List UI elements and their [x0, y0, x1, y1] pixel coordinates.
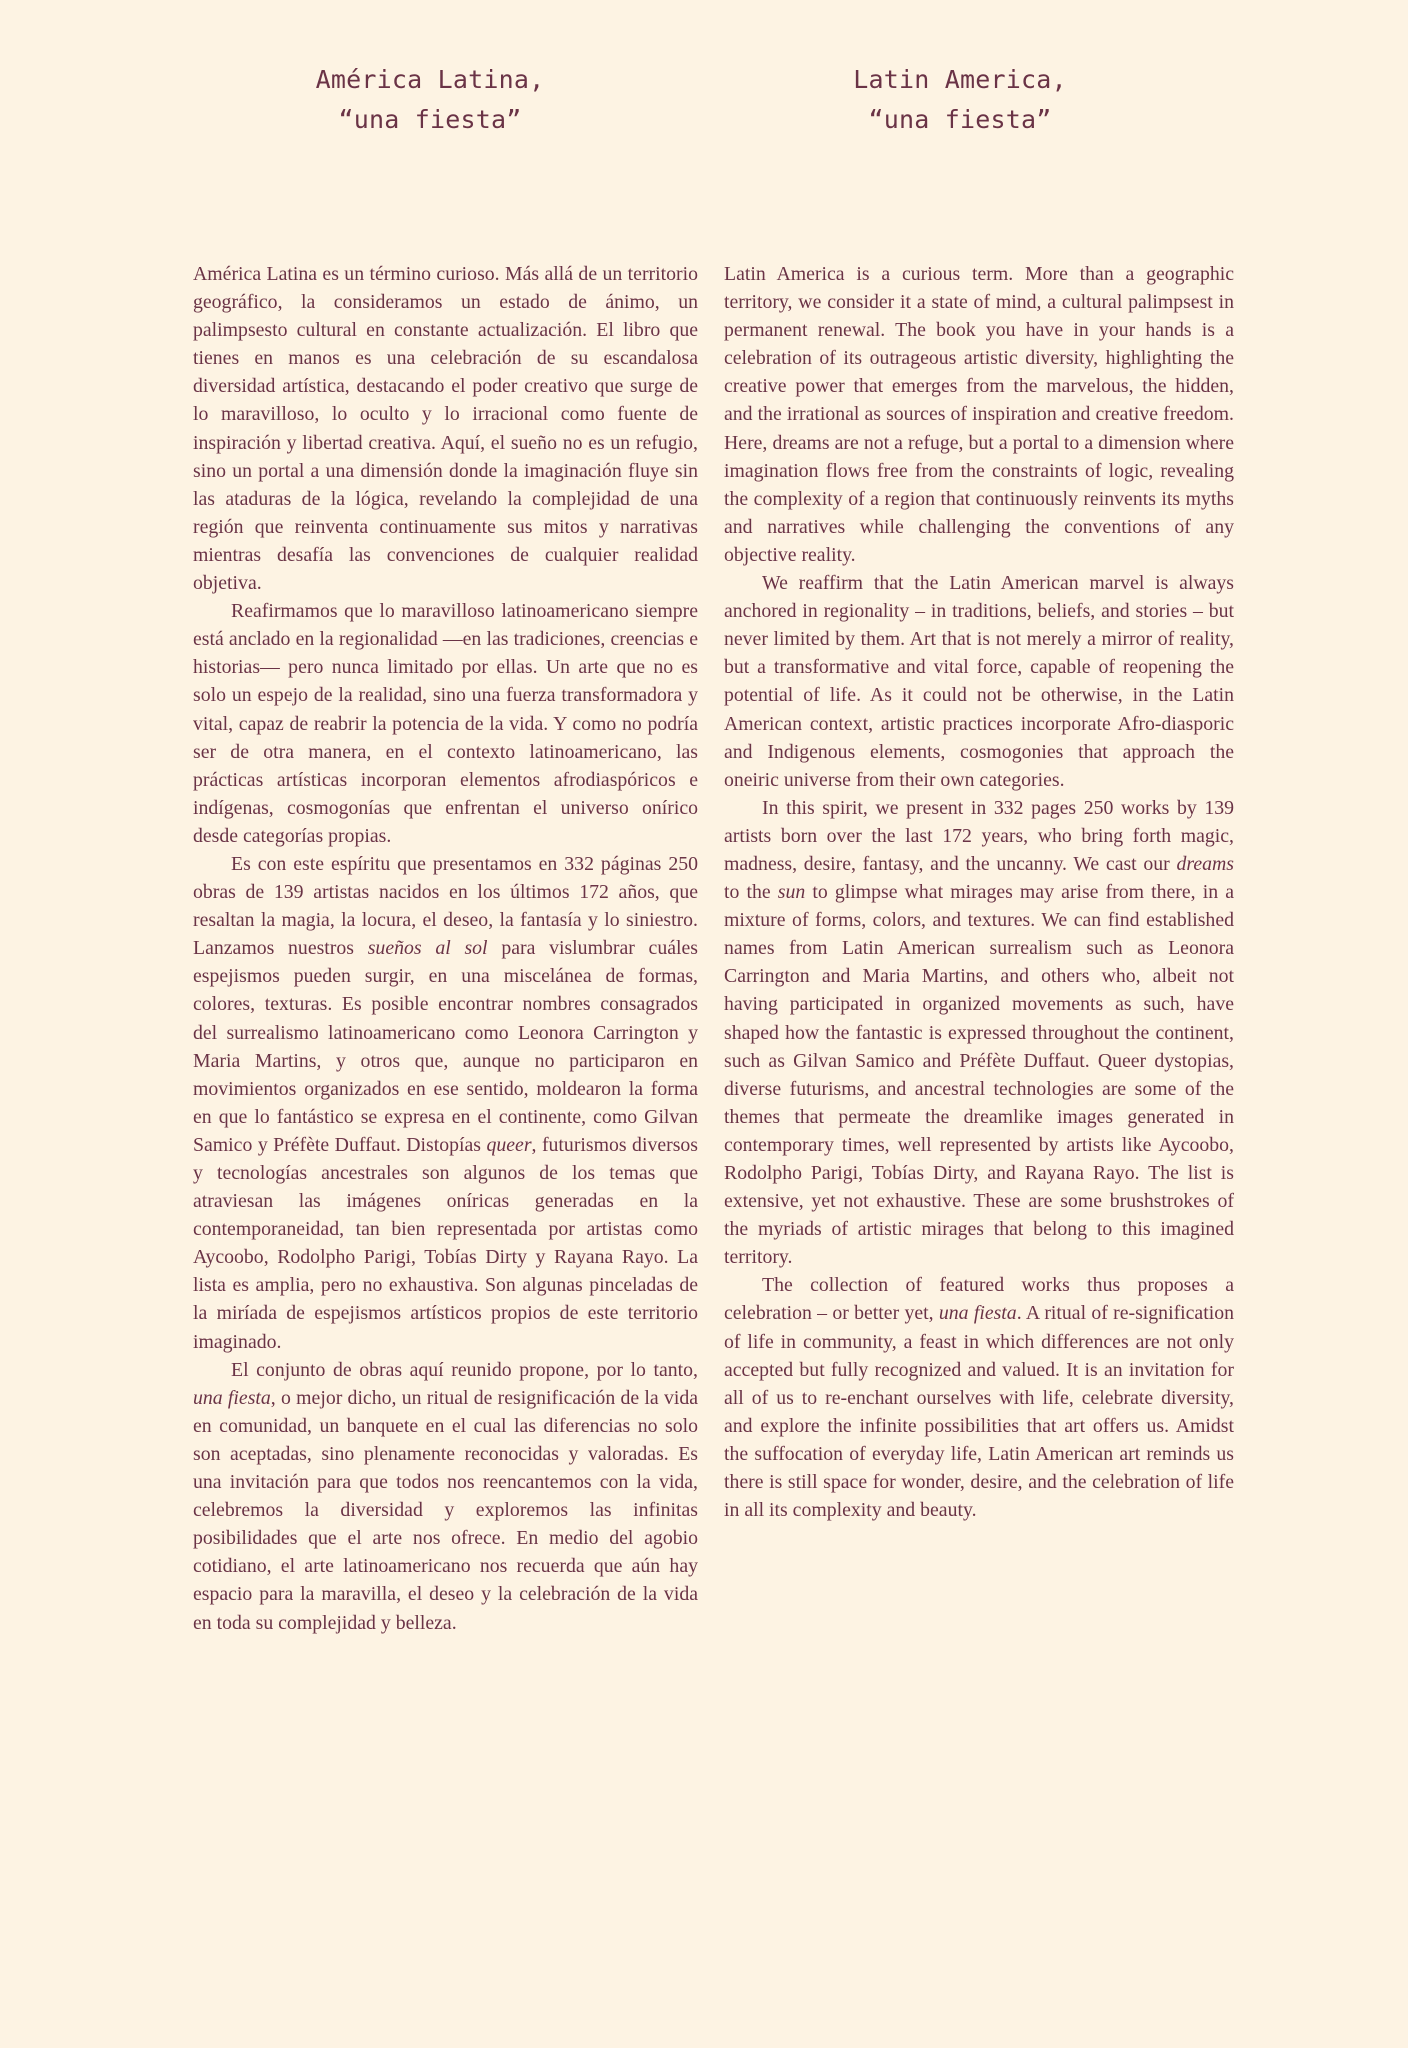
- spanish-paragraph-2: Reafirmamos que lo maravilloso latinoamericano siempre está anclado en la regionalidad —en las tradiciones, creencias e historias— pero nunca limitado por ellas. Un arte que no es solo un espejo de la realidad, sino una fuerza transformadora y vital, capaz de reabrir la potencia de la vida. Y como no podría ser de otra manera, en el contexto latinoamericano, las prácticas artísticas incorporan elementos afrodiaspóricos e indígenas, cosmogonías que enfrentan el universo onírico desde categorías propias.: [193, 600, 698, 847]
- spanish-paragraph-4: [193, 1356, 698, 1637]
- italic-span: sun: [777, 881, 806, 904]
- text-span: to glimpse what mirages may arise from there, in a mixture of forms, colors, and textures. We can find established names from Latin American surrealism such as Leonora Carrington and Maria Martins, and others who, albeit not having participated in organized movements as such, have shaped how the fantastic is expressed throughout the continent, such as Gilvan Samico and Préfète Duffaut. Queer dystopias, diverse futurisms, and ancestral technologies are some of the themes that permeate the dreamlike images generated in contemporary times, well represented by artists like Aycoobo, Rodolpho Parigi, Tobías Dirty, and Rayana Rayo. The list is extensive, yet not exhaustive. These are some brushstrokes of the myriads of artistic mirages that belong to this imagined territory.: [724, 881, 1234, 1269]
- text-span: , o mejor dicho, un ritual de resignificación de la vida en comunidad, un banquete en el cual las diferencias no solo son aceptadas, sino plenamente reconocidas y valoradas. Es una invitación para que todos nos reencantemos con la vida, celebremos la diversidad y exploremos las infinitas posibilidades que el arte nos ofrece. En medio del agobio cotidiano, el arte latinoamericano nos recuerda que aún hay espacio para la maravilla, el deseo y la celebración de la vida en toda su complejidad y belleza.: [193, 1386, 698, 1634]
- italic-span: una fiesta: [938, 1302, 1017, 1325]
- spanish-paragraph-1: América Latina es un término curioso. Más allá de un territorio geográfico, la consideramos un estado de ánimo, un palimpsesto cultural en constante actualización. El libro que tienes en manos es una celebración de su escandalosa diversidad artística, destacando el poder creativo que surge de lo maravilloso, lo oculto y lo irracional como fuente de inspiración y libertad creativa. Aquí, el sueño no es un refugio, sino un portal a una dimensión donde la imaginación fluye sin las ataduras de la lógica, revelando la complejidad de una región que reinventa continuamente sus mitos y narrativas mientras desafía las convenciones de cualquier realidad objetiva.: [193, 263, 698, 595]
- italic-span: dreams: [1176, 852, 1234, 875]
- spanish-title-line-2: “una fiesta”: [338, 105, 522, 134]
- text-span: Es con este espíritu que presentamos en 332 páginas 250 obras de 139 artistas nacidos en los últimos 172 años, que resaltan la magia, la locura, el deseo, la fantasía y lo siniestro. Lanzamos nuestros: [193, 852, 698, 960]
- english-title-line-1: Latin America,: [853, 65, 1067, 94]
- english-title: [710, 60, 1210, 140]
- spanish-paragraph-3: [193, 850, 698, 1356]
- english-text-column: [724, 260, 1234, 1524]
- text-span: The collection of featured works thus proposes a celebration – or better yet,: [724, 1274, 1234, 1325]
- spanish-text-column: [193, 260, 698, 1637]
- italic-span: una fiesta: [193, 1386, 271, 1409]
- english-title-line-2: “una fiesta”: [868, 105, 1052, 134]
- text-span: , futurismos diversos y tecnologías ancestrales son algunos de los temas que atraviesan las imágenes oníricas generadas en la contemporaneidad, tan bien representada por artistas como Aycoobo, Rodolpho Parigi, Tobías Dirty y Rayana Rayo. La lista es amplia, pero no exhaustiva. Son algunas pinceladas de la miríada de espejismos artísticos propios de este territorio imaginado.: [193, 1133, 698, 1353]
- spanish-title-line-1: América Latina,: [315, 65, 545, 94]
- italic-span: sueños al sol: [367, 937, 488, 960]
- text-span: para vislumbrar cuáles espejismos pueden surgir, en una miscelánea de formas, colores, texturas. Es posible encontrar nombres consagrados del surrealismo latinoamericano como Leonora Carrington y Maria Martins, y otros que, aunque no participaron en movimientos organizados en ese sentido, moldearon la forma en que lo fantástico se expresa en el continente, como Gilvan Samico y Préfète Duffaut. Distopías: [193, 937, 698, 1156]
- english-paragraph-1: Latin America is a curious term. More than a geographic territory, we consider it a state of mind, a cultural palimpsest in permanent renewal. The book you have in your hands is a celebration of its outrageous artistic diversity, highlighting the creative power that emerges from the marvelous, the hidden, and the irrational as sources of inspiration and creative freedom. Here, dreams are not a refuge, but a portal to a dimension where imagination flows free from the constraints of logic, revealing the complexity of a region that continuously reinvents its myths and narratives while challenging the conventions of any objective reality.: [724, 263, 1234, 566]
- text-span: El conjunto de obras aquí reunido propone, por lo tanto,: [231, 1358, 698, 1381]
- english-paragraph-2: We reaffirm that the Latin American marvel is always anchored in regionality – in traditions, beliefs, and stories – but never limited by them. Art that is not merely a mirror of reality, but a transformative and vital force, capable of reopening the potential of life. As it could not be otherwise, in the Latin American context, artistic practices incorporate Afro-diasporic and Indigenous elements, cosmogonies that approach the oneiric universe from their own categories.: [724, 572, 1234, 791]
- english-paragraph-4: [724, 1271, 1234, 1524]
- text-span: to the: [724, 881, 778, 904]
- text-span: . A ritual of re-signification of life in community, a feast in which differences are not only accepted but fully recognized and valued. It is an invitation for all of us to re-enchant ourselves with life, celebrate diversity, and explore the infinite possibilities that art offers us. Amidst the suffocation of everyday life, Latin American art reminds us there is still space for wonder, desire, and the celebration of life in all its complexity and beauty.: [724, 1302, 1234, 1522]
- italic-span: queer: [486, 1133, 532, 1156]
- english-paragraph-3: [724, 794, 1234, 1272]
- text-span: In this spirit, we present in 332 pages 250 works by 139 artists born over the last 172 years, who bring forth magic, madness, desire, fantasy, and the uncanny. We cast our: [724, 796, 1234, 875]
- spanish-title: [180, 60, 680, 140]
